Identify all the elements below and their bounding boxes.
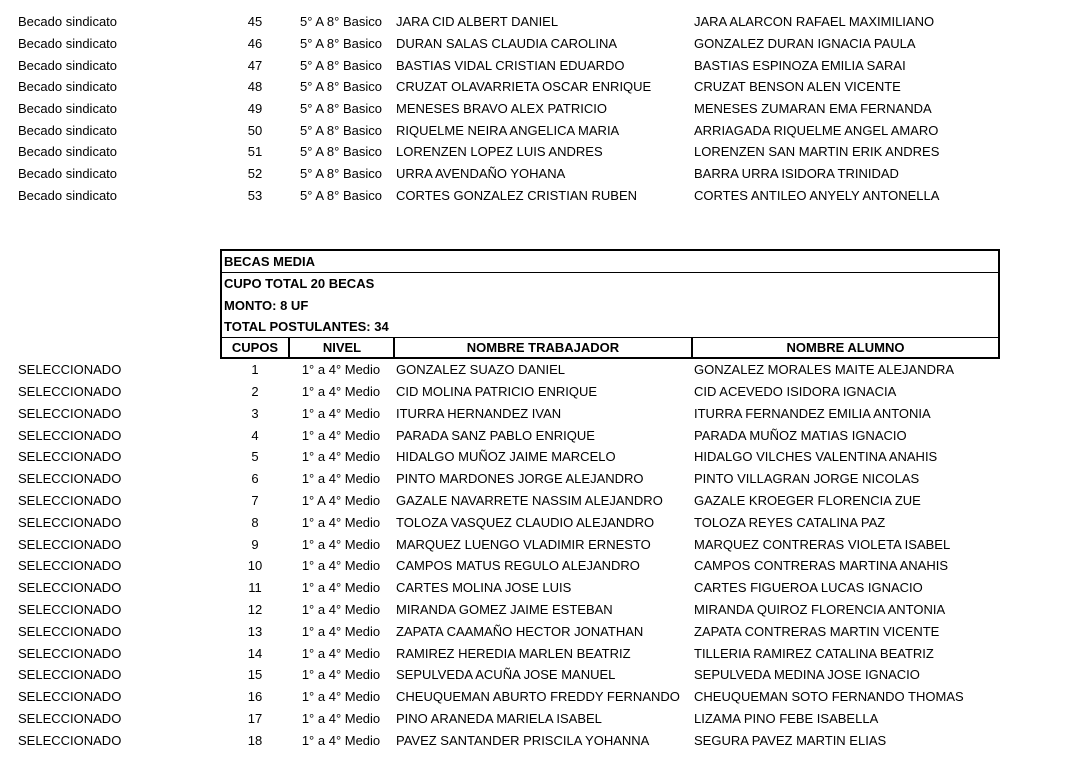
student-name-cell: HIDALGO VILCHES VALENTINA ANAHIS <box>694 449 938 464</box>
column-header-trabajador: NOMBRE TRABAJADOR <box>466 340 620 355</box>
level-cell: 5° A 8° Basico <box>300 14 382 29</box>
student-name-cell: BARRA URRA ISIDORA TRINIDAD <box>694 166 899 181</box>
status-cell: SELECCIONADO <box>18 471 122 486</box>
student-name-cell: SEGURA PAVEZ MARTIN ELIAS <box>694 733 887 748</box>
worker-name-cell: CAMPOS MATUS REGULO ALEJANDRO <box>396 558 640 573</box>
table-row <box>0 185 1068 207</box>
level-cell: 1° a 4° Medio <box>301 667 381 682</box>
level-cell: 1° a 4° Medio <box>301 646 381 661</box>
number-cell: 12 <box>247 602 263 617</box>
worker-name-cell: RAMIREZ HEREDIA MARLEN BEATRIZ <box>396 646 631 661</box>
level-cell: 1° a 4° Medio <box>301 580 381 595</box>
level-cell: 1° a 4° Medio <box>301 384 381 399</box>
number-cell: 17 <box>247 711 263 726</box>
worker-name-cell: HIDALGO MUÑOZ JAIME MARCELO <box>396 449 616 464</box>
status-cell: SELECCIONADO <box>18 362 122 377</box>
status-cell: Becado sindicato <box>18 188 118 203</box>
number-cell: 16 <box>247 689 263 704</box>
number-cell: 11 <box>248 580 262 595</box>
number-cell: 1 <box>251 362 259 377</box>
worker-name-cell: CORTES GONZALEZ CRISTIAN RUBEN <box>396 188 638 203</box>
number-cell: 9 <box>251 537 259 552</box>
level-cell: 1° a 4° Medio <box>301 711 381 726</box>
number-cell: 5 <box>251 449 259 464</box>
table-row <box>0 577 1068 599</box>
level-cell: 1° a 4° Medio <box>301 406 381 421</box>
number-cell: 49 <box>247 101 263 116</box>
student-name-cell: LIZAMA PINO FEBE ISABELLA <box>694 711 879 726</box>
status-cell: Becado sindicato <box>18 123 118 138</box>
worker-name-cell: PARADA SANZ PABLO ENRIQUE <box>396 428 595 443</box>
table-row <box>0 163 1068 185</box>
level-cell: 1° a 4° Medio <box>301 362 381 377</box>
level-cell: 5° A 8° Basico <box>300 123 382 138</box>
number-cell: 10 <box>247 558 263 573</box>
student-name-cell: SEPULVEDA MEDINA JOSE IGNACIO <box>694 667 920 682</box>
level-cell: 1° a 4° Medio <box>301 624 381 639</box>
student-name-cell: ZAPATA CONTRERAS MARTIN VICENTE <box>694 624 940 639</box>
student-name-cell: GONZALEZ MORALES MAITE ALEJANDRA <box>694 362 955 377</box>
level-cell: 1° a 4° Medio <box>301 733 381 748</box>
student-name-cell: GONZALEZ DURAN IGNACIA PAULA <box>694 36 916 51</box>
worker-name-cell: LORENZEN LOPEZ LUIS ANDRES <box>396 144 603 159</box>
status-cell: Becado sindicato <box>18 166 118 181</box>
number-cell: 14 <box>247 646 263 661</box>
student-name-cell: GAZALE KROEGER FLORENCIA ZUE <box>694 493 921 508</box>
status-cell: SELECCIONADO <box>18 689 122 704</box>
number-cell: 3 <box>251 406 259 421</box>
number-cell: 46 <box>247 36 263 51</box>
student-name-cell: PINTO VILLAGRAN JORGE NICOLAS <box>694 471 920 486</box>
status-cell: Becado sindicato <box>18 144 118 159</box>
number-cell: 52 <box>247 166 263 181</box>
number-cell: 45 <box>247 14 263 29</box>
worker-name-cell: TOLOZA VASQUEZ CLAUDIO ALEJANDRO <box>396 515 655 530</box>
worker-name-cell: CARTES MOLINA JOSE LUIS <box>396 580 572 595</box>
column-header-alumno: NOMBRE ALUMNO <box>786 340 905 355</box>
status-cell: SELECCIONADO <box>18 449 122 464</box>
status-cell: SELECCIONADO <box>18 537 122 552</box>
number-cell: 6 <box>251 471 259 486</box>
status-cell: Becado sindicato <box>18 101 118 116</box>
number-cell: 15 <box>247 667 263 682</box>
student-name-cell: ARRIAGADA RIQUELME ANGEL AMARO <box>694 123 939 138</box>
level-cell: 1° a 4° Medio <box>301 515 381 530</box>
number-cell: 51 <box>247 144 263 159</box>
status-cell: SELECCIONADO <box>18 384 122 399</box>
student-name-cell: CID ACEVEDO ISIDORA IGNACIA <box>694 384 897 399</box>
level-cell: 5° A 8° Basico <box>300 166 382 181</box>
status-cell: Becado sindicato <box>18 14 118 29</box>
student-name-cell: PARADA MUÑOZ MATIAS IGNACIO <box>694 428 907 443</box>
status-cell: SELECCIONADO <box>18 428 122 443</box>
level-cell: 5° A 8° Basico <box>300 79 382 94</box>
number-cell: 47 <box>247 58 263 73</box>
table-row <box>0 468 1068 490</box>
section-cupo: CUPO TOTAL 20 BECAS <box>224 276 375 291</box>
student-name-cell: TOLOZA REYES CATALINA PAZ <box>694 515 886 530</box>
worker-name-cell: GAZALE NAVARRETE NASSIM ALEJANDRO <box>396 493 663 508</box>
table-row <box>0 512 1068 534</box>
student-name-cell: TILLERIA RAMIREZ CATALINA BEATRIZ <box>694 646 934 661</box>
table-row <box>0 643 1068 665</box>
table-row <box>0 11 1068 33</box>
status-cell: Becado sindicato <box>18 36 118 51</box>
worker-name-cell: PINTO MARDONES JORGE ALEJANDRO <box>396 471 644 486</box>
number-cell: 8 <box>251 515 259 530</box>
level-cell: 1° a 4° Medio <box>301 689 381 704</box>
table-row <box>0 120 1068 142</box>
level-cell: 1° a 4° Medio <box>301 471 381 486</box>
status-cell: SELECCIONADO <box>18 667 122 682</box>
status-cell: SELECCIONADO <box>18 406 122 421</box>
student-name-cell: CORTES ANTILEO ANYELY ANTONELLA <box>694 188 940 203</box>
worker-name-cell: BASTIAS VIDAL CRISTIAN EDUARDO <box>396 58 625 73</box>
student-name-cell: BASTIAS ESPINOZA EMILIA SARAI <box>694 58 906 73</box>
number-cell: 4 <box>251 428 259 443</box>
student-name-cell: MIRANDA QUIROZ FLORENCIA ANTONIA <box>694 602 946 617</box>
worker-name-cell: PINO ARANEDA MARIELA ISABEL <box>396 711 602 726</box>
table-row <box>0 381 1068 403</box>
student-name-cell: JARA ALARCON RAFAEL MAXIMILIANO <box>694 14 935 29</box>
status-cell: SELECCIONADO <box>18 515 122 530</box>
student-name-cell: CAMPOS CONTRERAS MARTINA ANAHIS <box>694 558 949 573</box>
table-row <box>0 621 1068 643</box>
status-cell: SELECCIONADO <box>18 493 122 508</box>
status-cell: Becado sindicato <box>18 79 118 94</box>
table-row <box>0 555 1068 577</box>
student-name-cell: MENESES ZUMARAN EMA FERNANDA <box>694 101 932 116</box>
table-row <box>0 490 1068 512</box>
level-cell: 1° a 4° Medio <box>301 537 381 552</box>
table-row <box>0 76 1068 98</box>
status-cell: SELECCIONADO <box>18 711 122 726</box>
worker-name-cell: CRUZAT OLAVARRIETA OSCAR ENRIQUE <box>396 79 652 94</box>
table-row <box>0 534 1068 556</box>
number-cell: 13 <box>247 624 263 639</box>
section-total: TOTAL POSTULANTES: 34 <box>224 319 389 334</box>
number-cell: 2 <box>251 384 259 399</box>
table-row <box>0 55 1068 77</box>
table-row <box>0 98 1068 120</box>
level-cell: 1° A 4° Medio <box>301 493 381 508</box>
student-name-cell: CRUZAT BENSON ALEN VICENTE <box>694 79 901 94</box>
number-cell: 7 <box>251 493 259 508</box>
worker-name-cell: GONZALEZ SUAZO DANIEL <box>396 362 566 377</box>
table-row <box>0 708 1068 730</box>
level-cell: 1° a 4° Medio <box>301 558 381 573</box>
number-cell: 50 <box>247 123 263 138</box>
becas-media-header-box <box>220 249 1000 359</box>
table-row <box>0 141 1068 163</box>
number-cell: 18 <box>247 733 263 748</box>
student-name-cell: CHEUQUEMAN SOTO FERNANDO THOMAS <box>694 689 964 704</box>
number-cell: 53 <box>247 188 263 203</box>
worker-name-cell: CID MOLINA PATRICIO ENRIQUE <box>396 384 598 399</box>
status-cell: SELECCIONADO <box>18 733 122 748</box>
status-cell: SELECCIONADO <box>18 602 122 617</box>
status-cell: SELECCIONADO <box>18 558 122 573</box>
worker-name-cell: MARQUEZ LUENGO VLADIMIR ERNESTO <box>396 537 651 552</box>
status-cell: SELECCIONADO <box>18 580 122 595</box>
student-name-cell: ITURRA FERNANDEZ EMILIA ANTONIA <box>694 406 931 421</box>
worker-name-cell: DURAN SALAS CLAUDIA CAROLINA <box>396 36 618 51</box>
worker-name-cell: MIRANDA GOMEZ JAIME ESTEBAN <box>396 602 613 617</box>
level-cell: 1° a 4° Medio <box>301 449 381 464</box>
level-cell: 1° a 4° Medio <box>301 428 381 443</box>
table-row <box>0 425 1068 447</box>
student-name-cell: LORENZEN SAN MARTIN ERIK ANDRES <box>694 144 940 159</box>
table-row <box>0 359 1068 381</box>
level-cell: 5° A 8° Basico <box>300 188 382 203</box>
number-cell: 48 <box>247 79 263 94</box>
table-row <box>0 403 1068 425</box>
level-cell: 5° A 8° Basico <box>300 36 382 51</box>
table-row <box>0 33 1068 55</box>
table-row <box>0 446 1068 468</box>
level-cell: 5° A 8° Basico <box>300 101 382 116</box>
column-header-nivel: NIVEL <box>322 340 362 355</box>
table-row <box>0 664 1068 686</box>
worker-name-cell: ITURRA HERNANDEZ IVAN <box>396 406 562 421</box>
status-cell: SELECCIONADO <box>18 646 122 661</box>
level-cell: 1° a 4° Medio <box>301 602 381 617</box>
level-cell: 5° A 8° Basico <box>300 144 382 159</box>
worker-name-cell: ZAPATA CAAMAÑO HECTOR JONATHAN <box>396 624 644 639</box>
table-row <box>0 686 1068 708</box>
student-name-cell: MARQUEZ CONTRERAS VIOLETA ISABEL <box>694 537 951 552</box>
table-row <box>0 599 1068 621</box>
worker-name-cell: CHEUQUEMAN ABURTO FREDDY FERNANDO <box>396 689 680 704</box>
worker-name-cell: SEPULVEDA ACUÑA JOSE MANUEL <box>396 667 616 682</box>
worker-name-cell: RIQUELME NEIRA ANGELICA MARIA <box>396 123 620 138</box>
status-cell: Becado sindicato <box>18 58 118 73</box>
worker-name-cell: MENESES BRAVO ALEX PATRICIO <box>396 101 607 116</box>
worker-name-cell: JARA CID ALBERT DANIEL <box>396 14 559 29</box>
worker-name-cell: URRA AVENDAÑO YOHANA <box>396 166 566 181</box>
section-monto: MONTO: 8 UF <box>224 298 309 313</box>
worker-name-cell: PAVEZ SANTANDER PRISCILA YOHANNA <box>396 733 650 748</box>
level-cell: 5° A 8° Basico <box>300 58 382 73</box>
status-cell: SELECCIONADO <box>18 624 122 639</box>
student-name-cell: CARTES FIGUEROA LUCAS IGNACIO <box>694 580 923 595</box>
table-row <box>0 730 1068 752</box>
column-header-cupos: CUPOS <box>231 340 279 355</box>
section-title: BECAS MEDIA <box>224 254 316 269</box>
